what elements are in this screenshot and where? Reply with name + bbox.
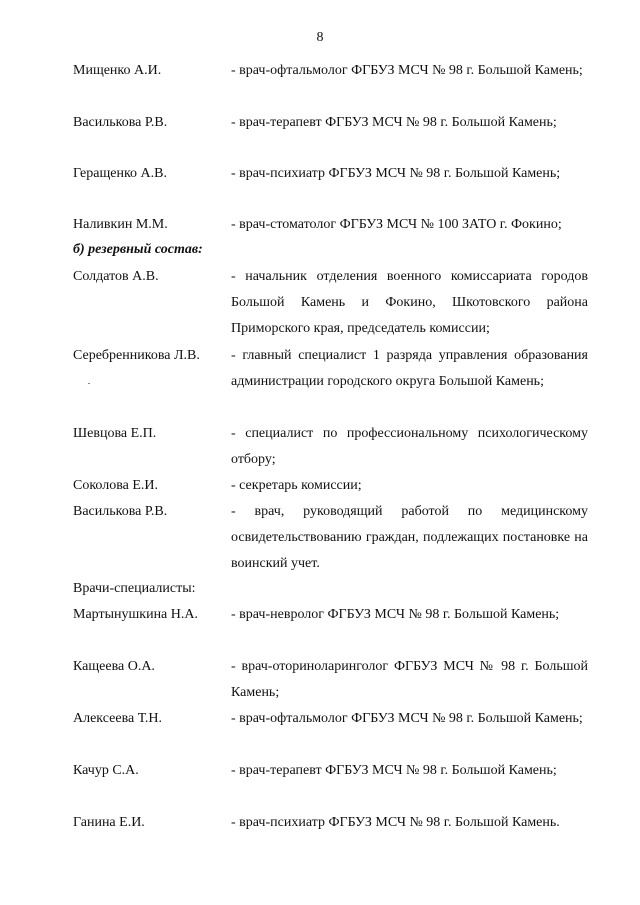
member-name: Кащеева О.А. xyxy=(73,659,155,674)
page-number: 8 xyxy=(316,30,324,45)
section-heading-specialists: Врачи-специалисты: xyxy=(73,581,196,596)
member-name: Соколова Е.И. xyxy=(73,478,159,493)
member-role: - врач-офтальмолог ФГБУЗ МСЧ № 98 г. Большой Камень; xyxy=(231,711,583,726)
member-role: - врач-офтальмолог ФГБУЗ МСЧ № 98 г. Большой Камень; xyxy=(231,63,583,78)
member-role: - врач, руководящий работой по медицинскому освидетельствованию граждан, подлежащих постановке на воинский учет. xyxy=(231,504,588,571)
member-name: Алексеева Т.Н. xyxy=(73,711,162,726)
member-role: - начальник отделения военного комиссариата городов Большой Камень и Фокино, Шкотовского района Приморского края, председатель комиссии; xyxy=(231,269,588,336)
scan-speck xyxy=(88,383,90,384)
member-name: Василькова Р.В. xyxy=(73,504,168,519)
member-role: - секретарь комиссии; xyxy=(231,478,362,493)
member-role: - врач-психиатр ФГБУЗ МСЧ № 98 г. Большой Камень. xyxy=(231,815,560,830)
member-name: Василькова Р.В. xyxy=(73,115,168,130)
member-role: - главный специалист 1 разряда управления образования администрации городского округа Большой Камень; xyxy=(231,348,588,389)
member-name: Солдатов А.В. xyxy=(73,269,159,284)
member-role: - врач-терапевт ФГБУЗ МСЧ № 98 г. Большой Камень; xyxy=(231,763,557,778)
member-name: Шевцова Е.П. xyxy=(73,426,157,441)
member-name: Качур С.А. xyxy=(73,763,139,778)
member-role: - врач-стоматолог ФГБУЗ МСЧ № 100 ЗАТО г. Фокино; xyxy=(231,217,562,232)
member-name: Серебренникова Л.В. xyxy=(73,348,200,363)
member-role: - врач-терапевт ФГБУЗ МСЧ № 98 г. Большой Камень; xyxy=(231,115,557,130)
member-name: Мартынушкина Н.А. xyxy=(73,607,198,622)
member-role: - врач-психиатр ФГБУЗ МСЧ № 98 г. Большой Камень; xyxy=(231,166,561,181)
member-name: Наливкин М.М. xyxy=(73,217,168,232)
member-name: Мищенко А.И. xyxy=(73,63,162,78)
member-role: - специалист по профессиональному психологическому отбору; xyxy=(231,426,588,467)
member-role: - врач-оториноларинголог ФГБУЗ МСЧ № 98 г. Большой Камень; xyxy=(231,659,588,700)
member-name: Ганина Е.И. xyxy=(73,815,145,830)
member-name: Геращенко А.В. xyxy=(73,166,167,181)
member-role: - врач-невролог ФГБУЗ МСЧ № 98 г. Большой Камень; xyxy=(231,607,560,622)
section-heading-reserve: б) резервный состав: xyxy=(73,242,203,257)
